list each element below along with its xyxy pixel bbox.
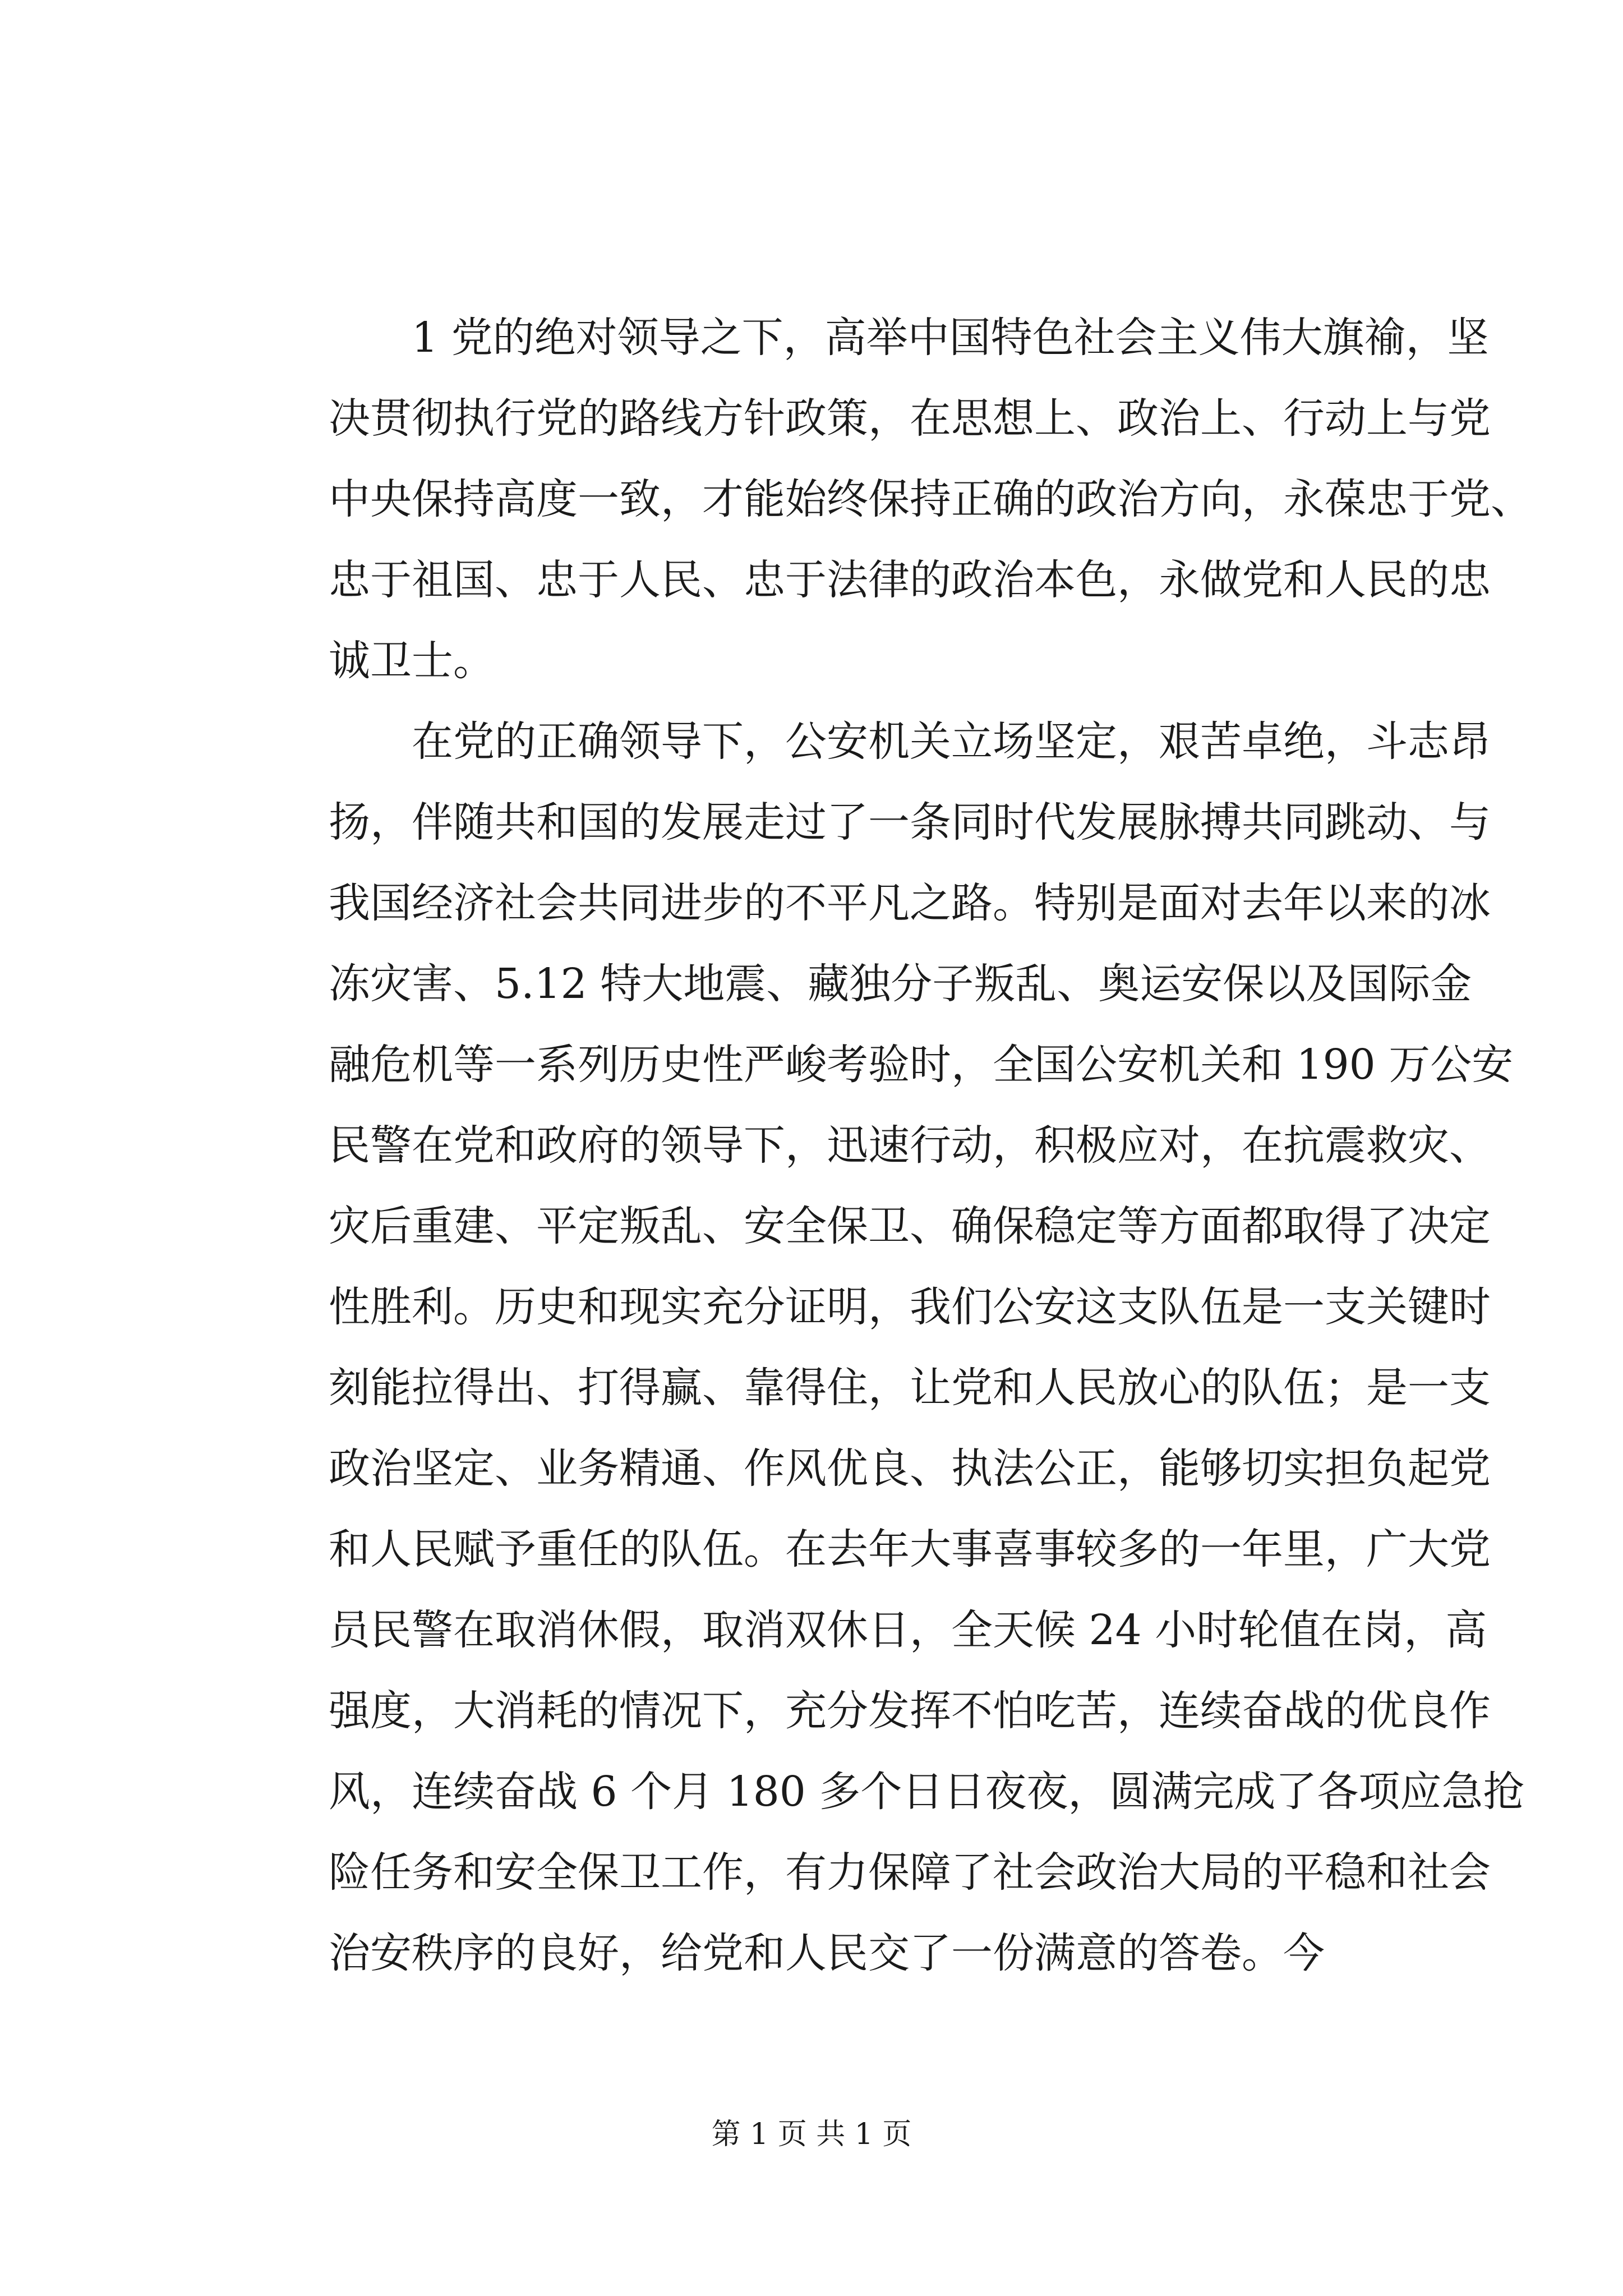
paragraph-line: 诚卫士。 <box>329 637 495 685</box>
paragraph-line: 险任务和安全保卫工作，有力保障了社会政治大局的平稳和社会 <box>329 1848 1491 1897</box>
paragraph-line: 在党的正确领导下，公安机关立场坚定，艰苦卓绝，斗志昂 <box>412 717 1491 766</box>
paragraph-line: 政治坚定、业务精通、作风优良、执法公正，能够切实担负起党 <box>329 1444 1491 1493</box>
page-footer <box>0 2115 1623 2154</box>
paragraph-line: 我国经济社会共同进步的不平凡之路。特别是面对去年以来的冰 <box>329 879 1491 927</box>
paragraph-line: 扬，伴随共和国的发展走过了一条同时代发展脉搏共同跳动、与 <box>329 798 1491 846</box>
paragraph-line: 灾后重建、平定叛乱、安全保卫、确保稳定等方面都取得了决定 <box>329 1202 1491 1250</box>
document-body <box>246 297 1532 1994</box>
paragraph-line: 冻灾害、5.12 特大地震、藏独分子叛乱、奥运安保以及国际金 <box>329 960 1472 1008</box>
paragraph-line: 风，连续奋战 6 个月 180 多个日日夜夜，圆满完成了各项应急抢 <box>329 1768 1525 1816</box>
paragraph-line: 民警在党和政府的领导下，迅速行动，积极应对，在抗震救灾、 <box>329 1121 1491 1170</box>
paragraph-line: 忠于祖国、忠于人民、忠于法律的政治本色，永做党和人民的忠 <box>329 556 1491 604</box>
paragraph-2 <box>246 701 1525 1994</box>
paragraph-line: 员民警在取消休假，取消双休日，全天候 24 小时轮值在岗，高 <box>329 1606 1487 1654</box>
paragraph-1 <box>246 297 1532 701</box>
paragraph-line: 决贯彻执行党的路线方针政策，在思想上、政治上、行动上与党 <box>329 394 1491 443</box>
paragraph-line: 强度，大消耗的情况下，充分发挥不怕吃苦，连续奋战的优良作 <box>329 1687 1491 1735</box>
paragraph-line: 和人民赋予重任的队伍。在去年大事喜事较多的一年里，广大党 <box>329 1525 1491 1573</box>
paragraph-line: 1 党的绝对领导之下，高举中国特色社会主义伟大旗䄖，坚 <box>412 314 1489 362</box>
paragraph-line: 中央保持高度一致，才能始终保持正确的政治方向，永葆忠于党、 <box>329 475 1532 523</box>
page-number-label: 第 1 页 共 1 页 <box>711 2118 912 2151</box>
paragraph-line: 融危机等一系列历史性严峻考验时，全国公安机关和 190 万公安 <box>329 1041 1514 1089</box>
paragraph-line: 治安秩序的良好，给党和人民交了一份满意的答卷。今 <box>329 1929 1325 1977</box>
paragraph-line: 性胜利。历史和现实充分证明，我们公安这支队伍是一支关键时 <box>329 1283 1491 1331</box>
paragraph-line: 刻能拉得出、打得赢、靠得住，让党和人民放心的队伍；是一支 <box>329 1364 1491 1412</box>
